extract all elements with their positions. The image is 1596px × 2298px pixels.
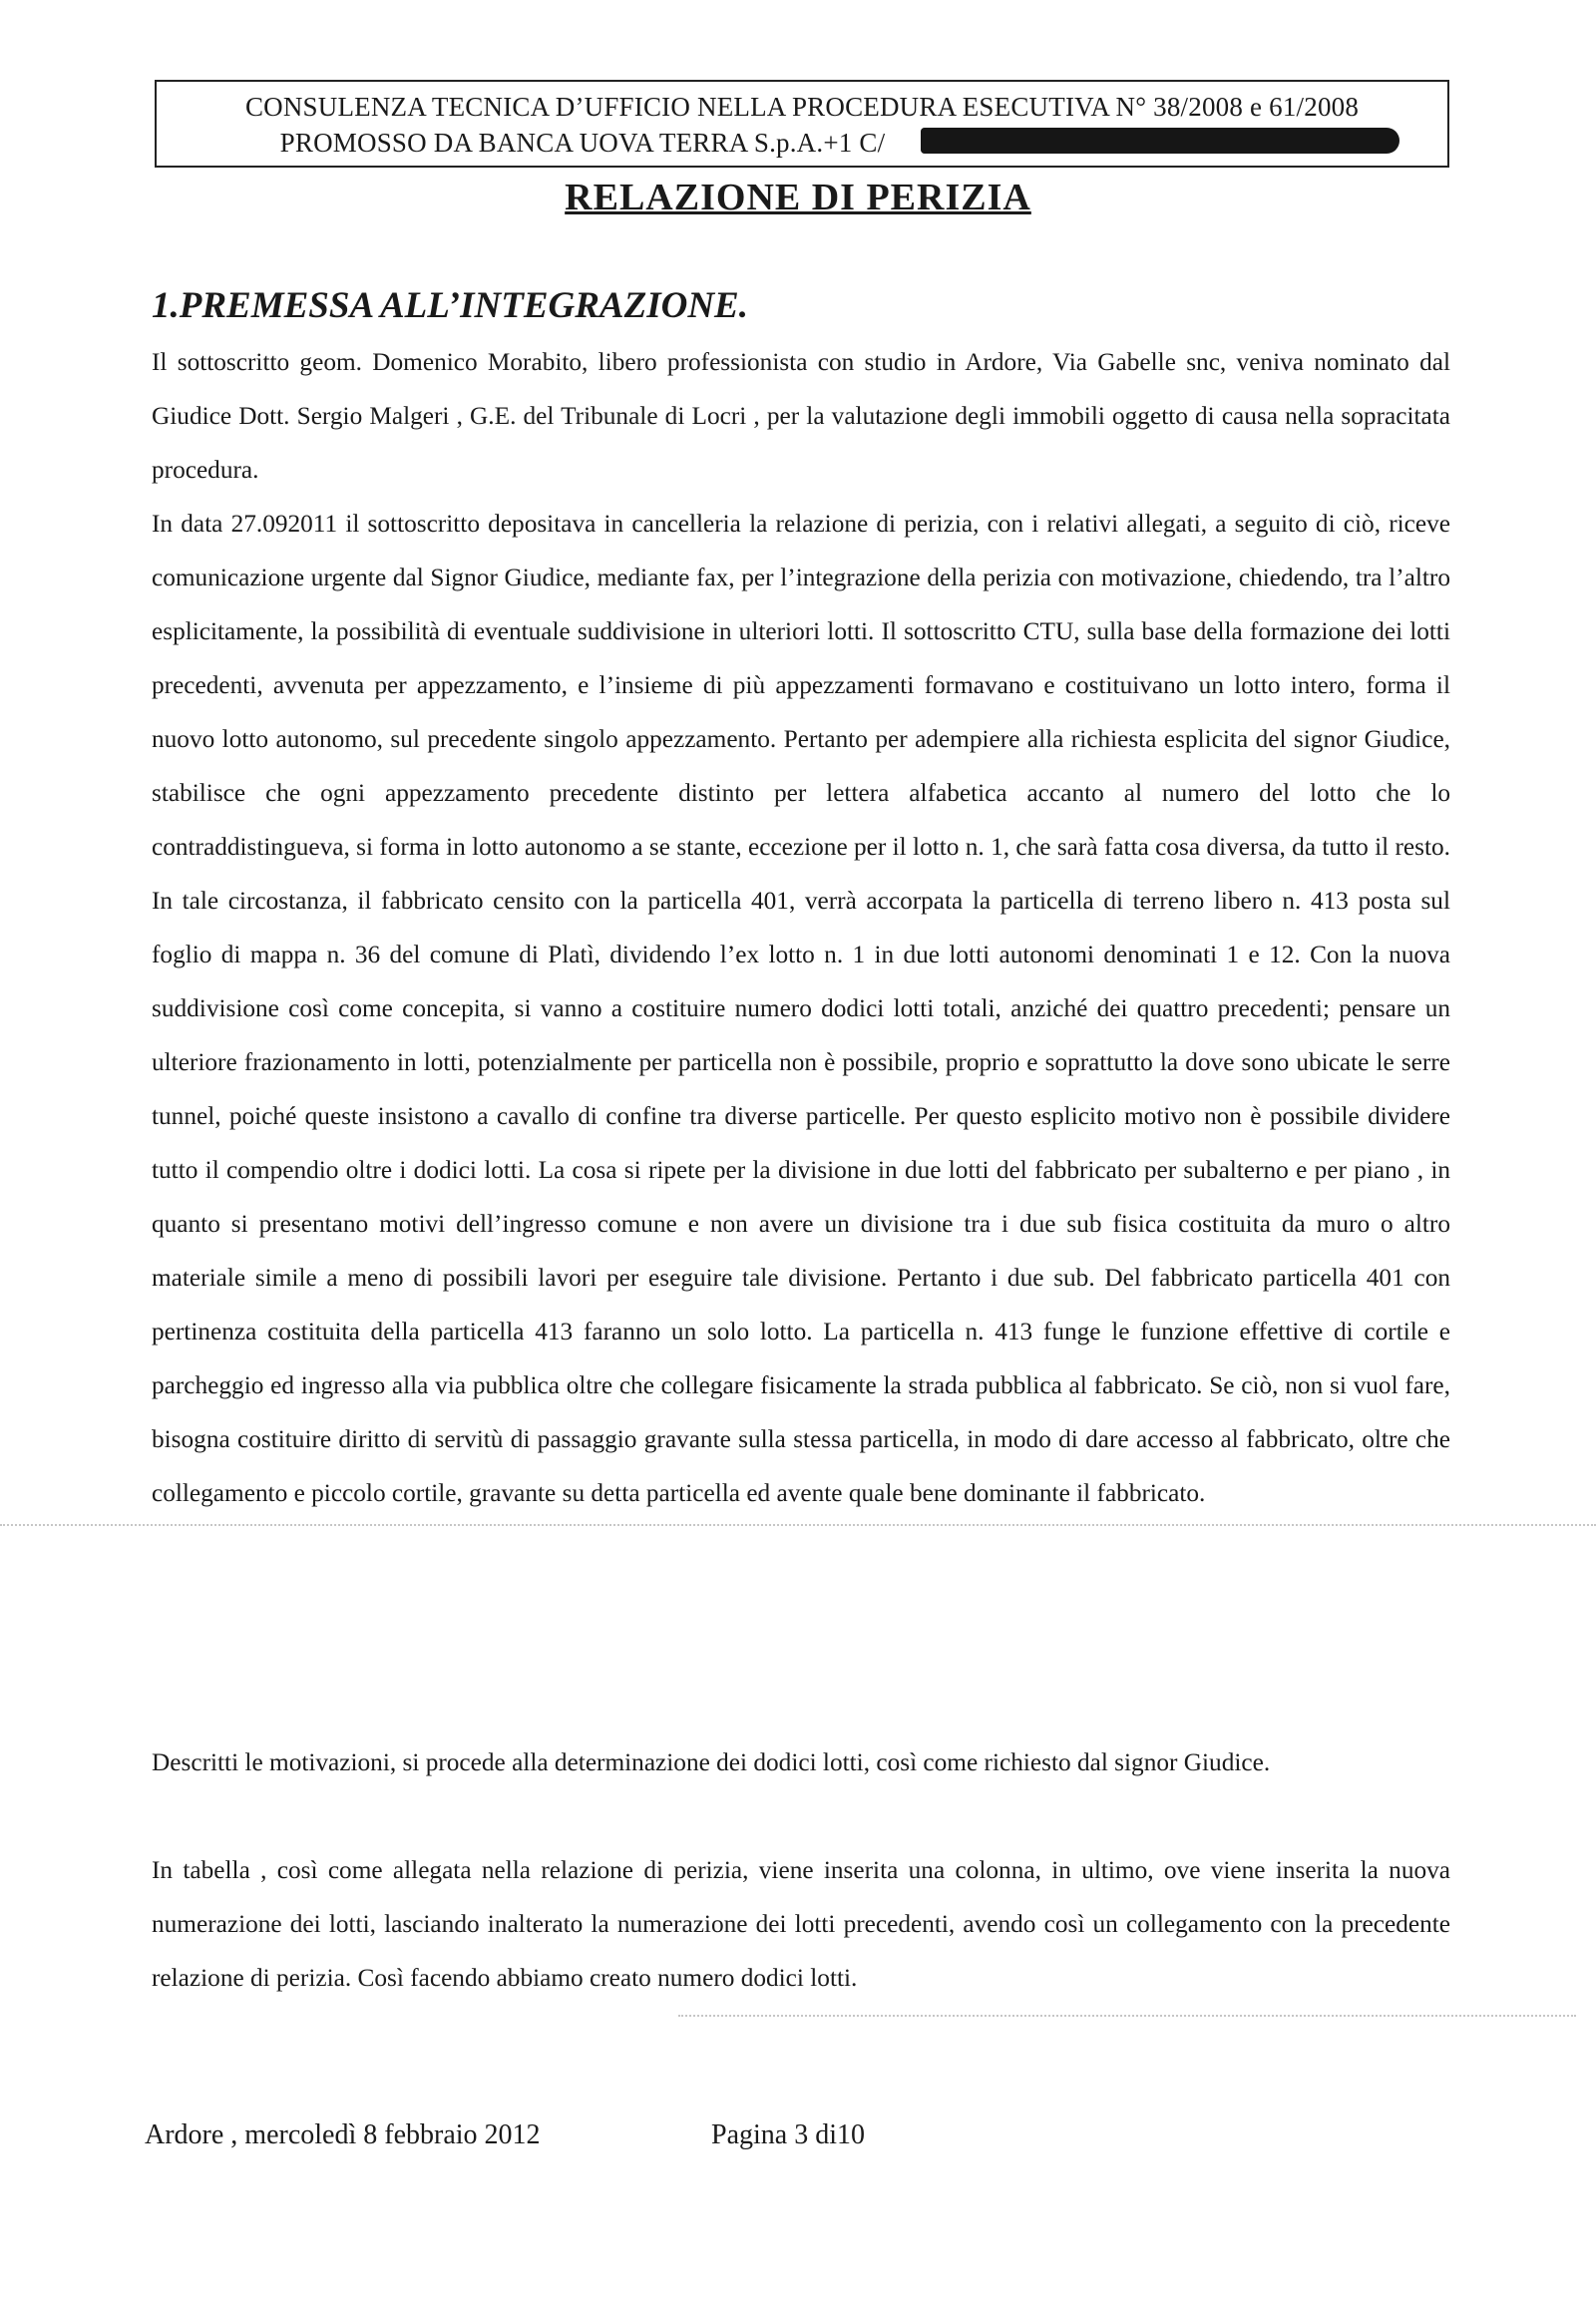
paragraph-2: In data 27.092011 il sottoscritto depositava in cancelleria la relazione di perizia, con i relativi allegati, a seguito di ciò, riceve comunicazione urgente dal Signor Giudice, mediante fax, per l’integrazione della perizia con motivazione, chiedendo, tra l’altro esplicitamente, la possibilità di eventuale suddivisione in ulteriori lotti. Il sottoscritto CTU, sulla base della formazione dei lotti precedenti, avvenuta per appezzamento, e l’insieme di più appezzamenti formavano e costituivano un lotto intero, forma il nuovo lotto autonomo, sul precedente singolo appezzamento. Pertanto per adempiere alla richiesta esplicita del signor Giudice, stabilisce che ogni appezzamento precedente distinto per lettera alfabetica accanto al numero del lotto che lo contraddistingueva, si forma in lotto autonomo a se stante, eccezione per il lotto n. 1, che sarà fatta cosa diversa, da tutto il resto. In tale circostanza, il fabbricato censito con la particella 401, verrà accorpata la particella di terreno libero n. 413 posta sul foglio di mappa n. 36 del comune di Platì, dividendo l’ex lotto n. 1 in due lotti autonomi denominati 1 e 12. Con la nuova suddivisione così come concepita, si vanno a costituire numero dodici lotti totali, anziché dei quattro precedenti; pensare un ulteriore frazionamento in lotti, potenzialmente per particella non è possibile, proprio e soprattutto la dove sono ubicate le serre tunnel, poiché queste insistono a cavallo di confine tra diverse particelle. Per questo esplicito motivo non è possibile dividere tutto il compendio oltre i dodici lotti. La cosa si ripete per la divisione in due lotti del fabbricato per subalterno e per piano , in quanto si presentano motivi dell’ingresso comune e non avere un divisione tra i due sub fisica costituita da muro o altro materiale simile a meno di possibili lavori per eseguire tale divisione. Pertanto i due sub. Del fabbricato particella 401 con pertinenza costituita della particella 413 faranno un solo lotto. La particella n. 413 funge le funzione effettive di cortile e parcheggio ed ingresso alla via pubblica oltre che collegare fisicamente la strada pubblica al fabbricato. Se ciò, non si vuol fare, bisogna costituire diritto di servitù di passaggio gravante sulla stessa particella, in modo di dare accesso al fabbricato, oltre che collegamento e piccolo cortile, gravante su detta particella ed avente quale bene dominante il fabbricato.: [152, 510, 1450, 1507]
header-line-1: CONSULENZA TECNICA D’UFFICIO NELLA PROCEDURA ESECUTIVA N° 38/2008 e 61/2008: [244, 92, 1360, 122]
redaction-mark: [921, 128, 1399, 154]
header-box: [155, 80, 1449, 168]
scan-artifact: [678, 2015, 1576, 2017]
document-title: RELAZIONE DI PERIZIA: [565, 177, 1031, 218]
section-heading: 1.PREMESSA ALL’INTEGRAZIONE.: [152, 285, 748, 326]
header-line-2-text: PROMOSSO DA BANCA UOVA TERRA S.p.A.+1 C/: [279, 128, 886, 158]
scan-artifact: [0, 1524, 1596, 1526]
paragraph-4: In tabella , così come allegata nella relazione di perizia, viene inserita una colonna, in ultimo, ove viene inserita la nuova numerazione dei lotti, lasciando inalterato la numerazione dei lotti precedenti, avendo così un collegamento con la precedente relazione di perizia. Così facendo abbiamo creato numero dodici lotti.: [152, 1856, 1450, 1992]
paragraph-1: Il sottoscritto geom. Domenico Morabito, libero professionista con studio in Ardore, Via Gabelle snc, veniva nominato dal Giudice Dott. Sergio Malgeri , G.E. del Tribunale di Locri , per la valutazione degli immobili oggetto di causa nella sopracitata procedura.: [152, 348, 1450, 484]
paragraph-3: Descritti le motivazioni, si procede alla determinazione dei dodici lotti, così come richiesto dal signor Giudice.: [152, 1748, 1271, 1776]
footer-place-date: Ardore , mercoledì 8 febbraio 2012: [145, 2119, 541, 2150]
footer-page-number: Pagina 3 di10: [711, 2119, 865, 2150]
